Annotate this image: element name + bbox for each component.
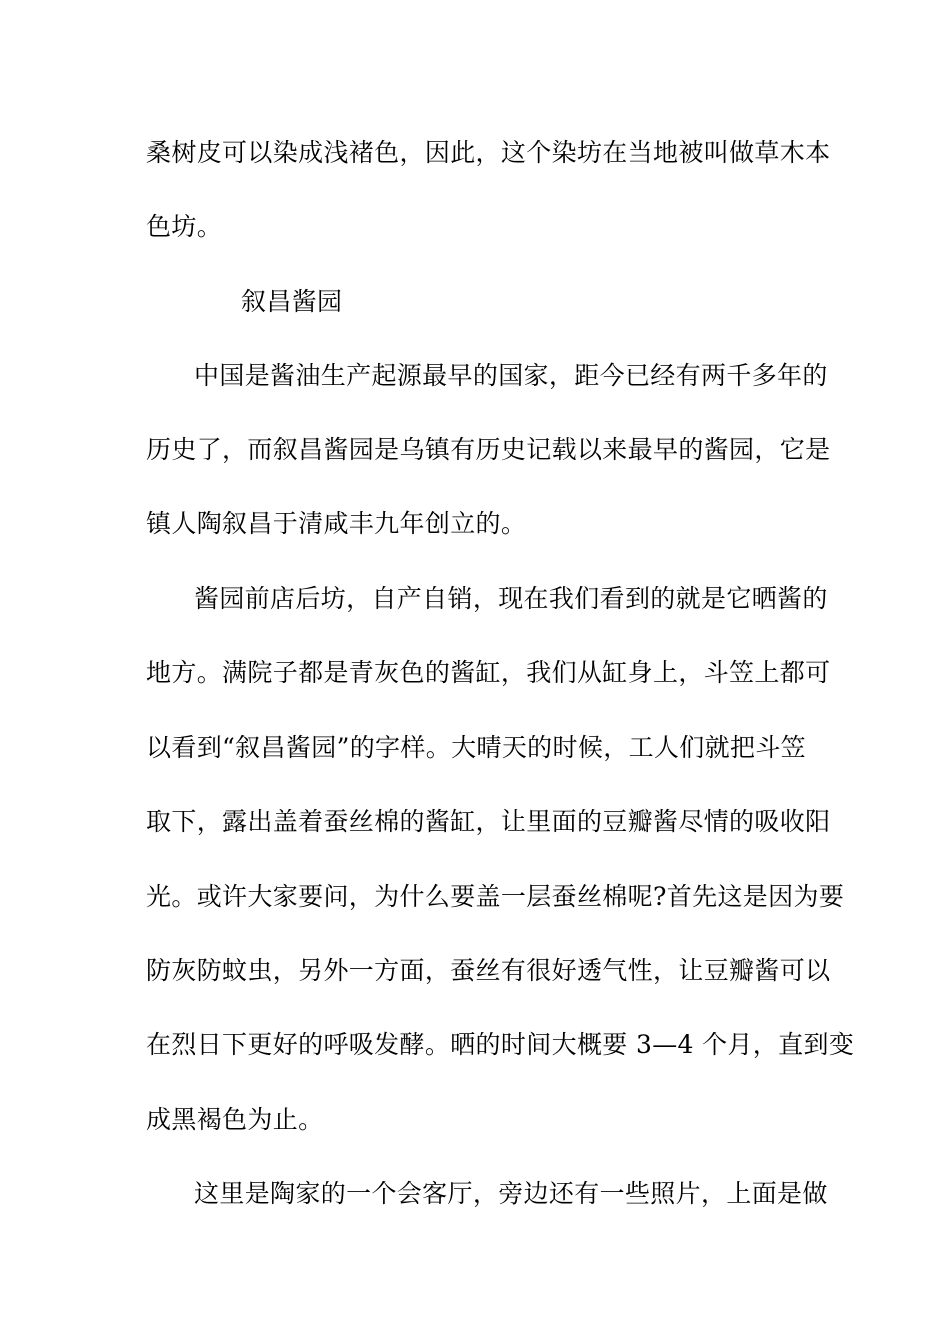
- paragraph-line: 色坊。: [146, 212, 223, 241]
- section-heading: 叙昌酱园: [241, 287, 343, 316]
- paragraph-line: 防灰防蚊虫，另外一方面，蚕丝有很好透气性，让豆瓣酱可以: [146, 956, 831, 985]
- paragraph-line: 这里是陶家的一个会客厅，旁边还有一些照片，上面是做: [194, 1179, 828, 1208]
- paragraph-line: 以看到“叙昌酱园”的字样。大晴天的时候，工人们就把斗笠: [146, 733, 807, 762]
- paragraph-line: 桑树皮可以染成浅褚色，因此，这个染坊在当地被叫做草木本: [146, 138, 831, 167]
- paragraph-line: 成黑褐色为止。: [146, 1105, 324, 1134]
- paragraph-line: 光。或许大家要问，为什么要盖一层蚕丝棉呢?首先这是因为要: [146, 882, 845, 911]
- paragraph-line: 取下，露出盖着蚕丝棉的酱缸，让里面的豆瓣酱尽情的吸收阳: [146, 807, 831, 836]
- paragraph-line: 地方。满院子都是青灰色的酱缸，我们从缸身上，斗笠上都可: [146, 658, 831, 687]
- paragraph-line: 中国是酱油生产起源最早的国家，距今已经有两千多年的: [194, 361, 828, 390]
- paragraph-line: 在烈日下更好的呼吸发酵。晒的时间大概要 3—4 个月，直到变: [146, 1030, 855, 1059]
- paragraph-line: 镇人陶叙昌于清咸丰九年创立的。: [146, 509, 527, 538]
- paragraph-line: 历史了，而叙昌酱园是乌镇有历史记载以来最早的酱园，它是: [146, 435, 831, 464]
- paragraph-line: 酱园前店后坊，自产自销，现在我们看到的就是它晒酱的: [194, 584, 828, 613]
